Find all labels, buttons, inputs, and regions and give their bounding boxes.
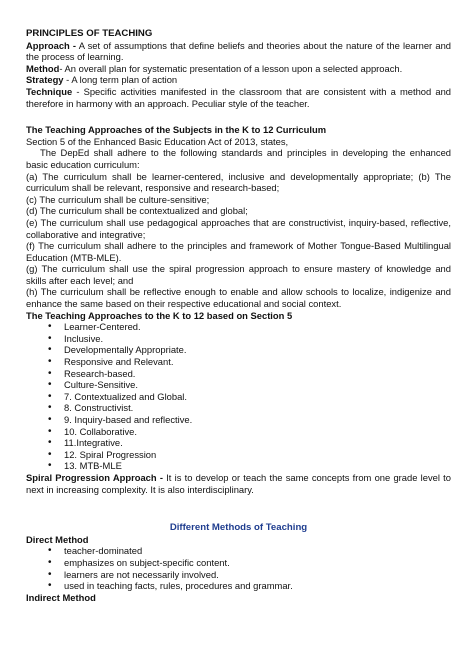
list-item: • 12. Spiral Progression: [64, 449, 451, 461]
list-item: • 8. Constructivist.: [64, 402, 451, 414]
methods-heading: Different Methods of Teaching: [169, 522, 308, 534]
curriculum-item: (c) The curriculum shall be culture-sensitive;: [26, 193, 210, 205]
definition-term: Technique: [26, 85, 73, 97]
spiral-definition: [26, 472, 451, 495]
page-title: PRINCIPLES OF TEACHING: [26, 28, 153, 39]
definition-approach: [26, 40, 451, 63]
list-item: • 13. MTB-MLE: [64, 460, 451, 472]
curriculum-item: (g) The curriculum shall use the spiral progression approach to ensure mastery of knowledge and skills after each level; and: [26, 263, 451, 286]
section5-list: [26, 321, 451, 472]
indirect-method-heading: Indirect Method: [26, 591, 96, 603]
direct-method-heading: Direct Method: [26, 533, 89, 545]
list-item: • 10. Collaborative.: [64, 426, 451, 438]
list-item: • Learner-Centered.: [64, 321, 451, 333]
curriculum-item: (f) The curriculum shall adhere to the principles and framework of Mother Tongue-Based Multilingual Education (MTB-MLE).: [26, 240, 451, 263]
list-item: • Research-based.: [64, 368, 451, 380]
list-item: • Developmentally Appropriate.: [64, 344, 451, 356]
definition-text: A set of assumptions that define beliefs and theories about the nature of the learner and the process of learning.: [26, 39, 451, 63]
definition-term: Method: [26, 62, 60, 74]
curriculum-heading: The Teaching Approaches of the Subjects in the K to 12 Curriculum: [26, 124, 327, 136]
definition-strategy: [26, 74, 451, 86]
spiral-term: Spiral Progression Approach -: [26, 471, 163, 483]
curriculum-item: (a) The curriculum shall be learner-centered, inclusive and developmentally appropriate; (b) The curriculum shall be relevant, responsive and research-based;: [26, 170, 451, 194]
list-item: • teacher-dominated: [64, 545, 451, 557]
list-item: • used in teaching facts, rules, procedures and grammar.: [64, 580, 451, 592]
curriculum-intro: Section 5 of the Enhanced Basic Education Act of 2013, states,: [26, 135, 289, 147]
curriculum-item: (h) The curriculum shall be reflective enough to enable and allow schools to localize, indigenize and enhance the same based on their respective educational and social context.: [26, 286, 451, 310]
list-item: • Culture-Sensitive.: [64, 379, 451, 391]
curriculum-item: (d) The curriculum shall be contextualized and global;: [26, 205, 248, 217]
section5-heading: The Teaching Approaches to the K to 12 based on Section 5: [26, 309, 293, 321]
list-item: • emphasizes on subject-specific content.: [64, 557, 451, 569]
definition-term: Strategy: [26, 74, 64, 86]
document-content: [26, 28, 451, 603]
list-item: • 7. Contextualized and Global.: [64, 391, 451, 403]
definition-term: Approach -: [26, 39, 77, 51]
direct-method-list: [26, 545, 451, 591]
list-item: • 11.Integrative.: [64, 437, 451, 449]
definition-technique: [26, 86, 451, 109]
curriculum-item: (e) The curriculum shall use pedagogical approaches that are constructivist, inquiry-based, reflective, collaborative and integrative;: [26, 216, 451, 240]
list-item: • Responsive and Relevant.: [64, 356, 451, 368]
definition-text: - A long term plan of action: [63, 74, 178, 86]
list-item: • learners are not necessarily involved.: [64, 569, 451, 581]
spiral-text: It is to develop or teach the same concepts from one grade level to next in increasing complexity. It is also interdisciplinary.: [26, 471, 451, 495]
list-item: • 9. Inquiry-based and reflective.: [64, 414, 451, 426]
definition-text: - Specific activities manifested in the classroom that are consistent with a method and therefore in harmony with an approach. Peculiar style of the teacher.: [26, 85, 451, 109]
curriculum-statement: The DepEd shall adhere to the following standards and principles in developing the enhanced basic education curriculum:: [26, 147, 451, 170]
definition-method: [26, 63, 451, 75]
definition-text: - An overall plan for systematic presentation of a lesson upon a selected approach.: [59, 62, 403, 74]
list-item: • Inclusive.: [64, 333, 451, 345]
